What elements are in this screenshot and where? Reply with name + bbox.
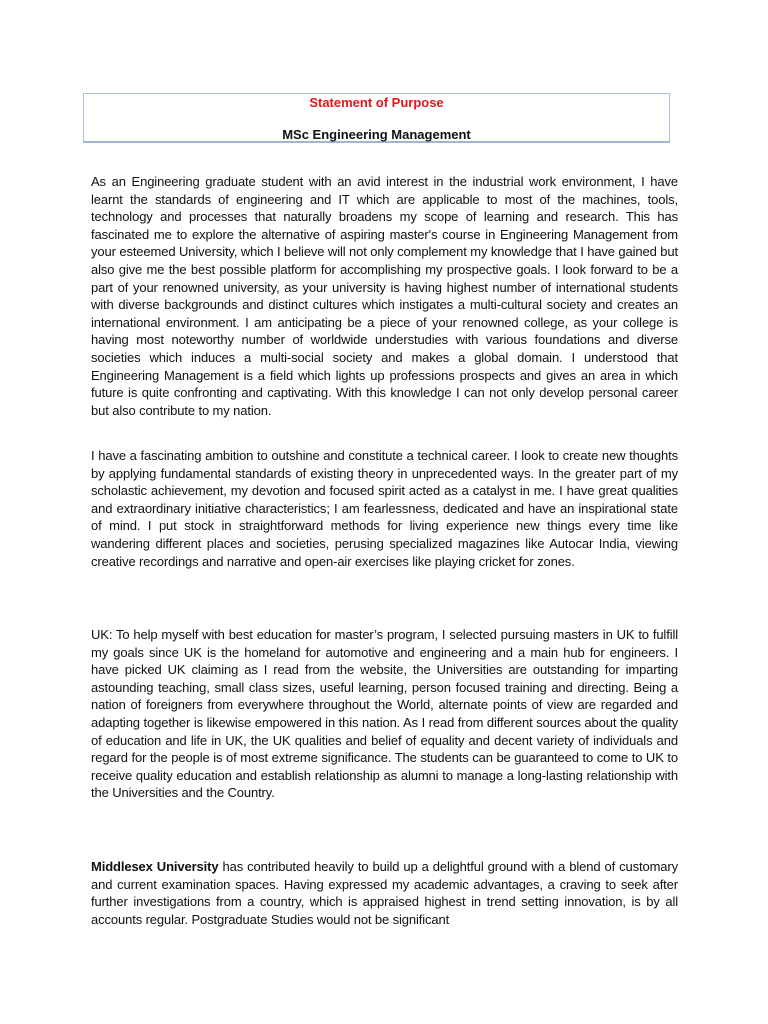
university-name: Middlesex University [91, 859, 219, 874]
title-box [83, 93, 670, 143]
paragraph-intro: As an Engineering graduate student with an avid interest in the industrial work environment, I have learnt the standards of engineering and IT which are applicable to most of the machines, tools, technology and processes that naturally broadens my scope of learning and research. This has fascinated me to explore the alternative of aspiring master's course in Engineering Management from your esteemed University, which I believe will not only complement my knowledge that I have gained but also give me the best possible platform for accomplishing my prospective goals. I look forward to be a part of your renowned university, as your university is having highest number of international students with diverse backgrounds and distinct cultures which instigates a multi-cultural society and creates an international environment. I am anticipating be a piece of your renowned college, as your college is having most noteworthy number of worldwide understudies with various foundations and diverse societies which induces a multi-social society and makes a global domain. I understood that Engineering Management is a field which lights up professions prospects and gives an area in which future is quite confronting and captivating. With this knowledge I can not only develop personal career but also contribute to my nation. [91, 174, 678, 418]
document-heading: Statement of Purpose [309, 95, 444, 110]
paragraph-university-text: has contributed heavily to build up a delightful ground with a blend of customary and current examination spaces. Having expressed my academic advantages, a craving to seek after further investigations from a country, which is appraised highest in trend setting innovation, is by all accounts regular. Postgraduate Studies would not be significant [91, 859, 678, 927]
paragraph-ambition: I have a fascinating ambition to outshine and constitute a technical career. I look to create new thoughts by applying fundamental standards of existing theory in unprecedented ways. In the greater part of my scholastic achievement, my devotion and focused spirit acted as a catalyst in me. I have great qualities and extraordinary initiative characteristics; I am fearlessness, dedicated and have an inspirational state of mind. I put stock in straightforward methods for living experience new things every time like wandering different places and societies, perusing specialized magazines like Autocar India, viewing creative recordings and narrative and open-air exercises like playing cricket for zones. [91, 448, 678, 569]
document-subheading: MSc Engineering Management [282, 127, 471, 142]
paragraph-uk: UK: To help myself with best education for master’s program, I selected pursuing masters in UK to fulfill my goals since UK is the homeland for automotive and engineering and a main hub for engineers. I have picked UK claiming as I read from the website, the Universities are outstanding for imparting astounding teaching, small class sizes, useful learning, person focused training and directing. Being a nation of foreigners from everywhere throughout the World, alternate points of view are regarded and adapting together is likewise empowered in this nation. As I read from different sources about the quality of education and life in UK, the UK qualities and belief of equality and decent variety of individuals and regard for the people is of most extreme significance. The students can be guaranteed to come to UK to receive quality education and establish relationship as alumni to manage a long-lasting relationship with the Universities and the Country. [91, 627, 678, 801]
paragraph-university [91, 858, 678, 928]
